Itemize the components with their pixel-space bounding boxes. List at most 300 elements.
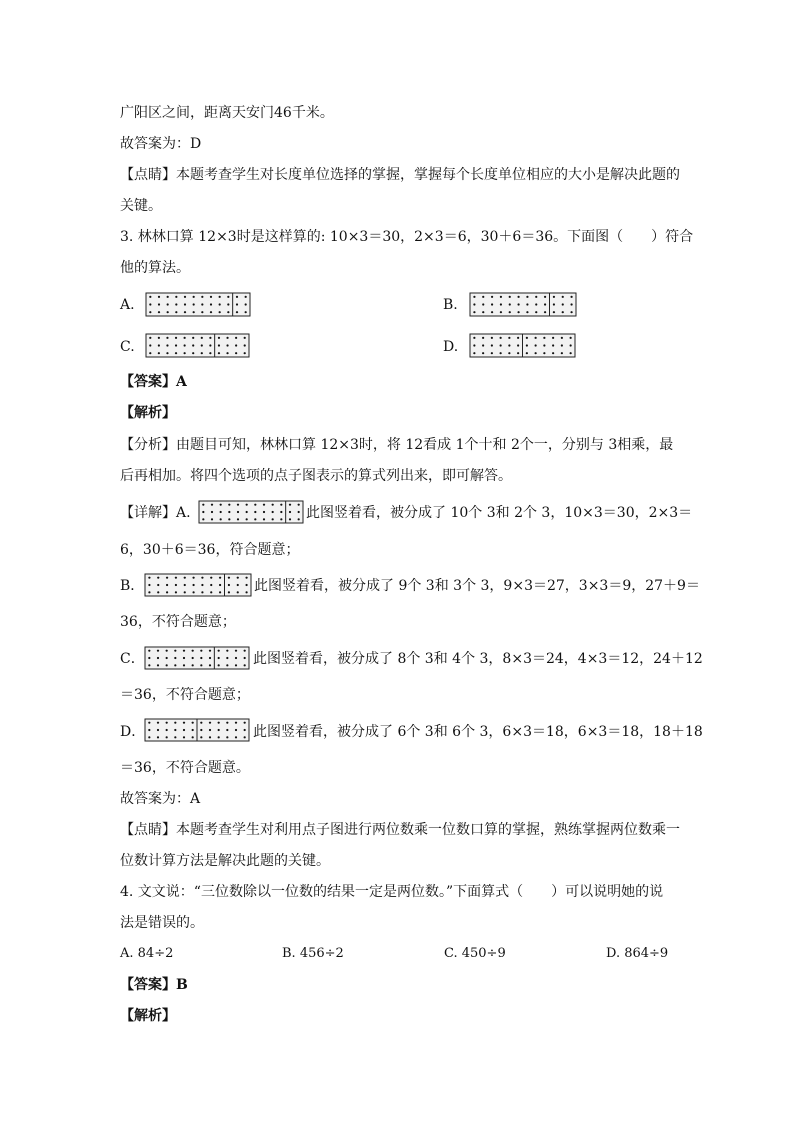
dot	[561, 337, 563, 339]
option-b-label: B.	[443, 297, 458, 313]
dot	[561, 344, 563, 346]
detail-a-continued: 6，30＋6＝36，符合题意；	[120, 542, 300, 558]
dot	[473, 296, 475, 298]
dot	[158, 311, 160, 313]
dot	[254, 518, 256, 520]
dot	[148, 650, 150, 652]
dot	[245, 577, 247, 579]
dot	[226, 344, 228, 346]
dot	[544, 303, 546, 305]
dot	[517, 337, 519, 339]
dot	[157, 650, 159, 652]
dot	[202, 518, 204, 520]
dot	[543, 337, 545, 339]
dot	[244, 729, 246, 731]
dot	[201, 296, 203, 298]
dot	[237, 518, 239, 520]
dot	[166, 729, 168, 731]
dot	[219, 296, 221, 298]
dot	[482, 352, 484, 354]
dot	[148, 722, 150, 724]
dot	[535, 352, 537, 354]
dot	[235, 337, 237, 339]
dot-grid-option-c	[145, 333, 250, 358]
dot	[167, 296, 169, 298]
detail-d-prefix: D．	[120, 724, 146, 740]
dot	[218, 337, 220, 339]
option-a-label: A.	[120, 297, 135, 313]
dot	[157, 736, 159, 738]
dot	[210, 584, 212, 586]
option-d-label: D.	[443, 339, 459, 355]
dot	[218, 352, 220, 354]
dot	[298, 511, 300, 513]
dot	[500, 311, 502, 313]
dot	[526, 296, 528, 298]
text-line: 【点睛】本题考查学生对长度单位选择的掌握，掌握每个长度单位相应的大小是解决此题的	[120, 167, 680, 183]
dot	[166, 591, 168, 593]
dot	[193, 311, 195, 313]
dot	[562, 311, 564, 313]
dot	[228, 518, 230, 520]
dot	[227, 303, 229, 305]
dot	[201, 344, 203, 346]
dot	[174, 664, 176, 666]
dot	[244, 352, 246, 354]
dot	[149, 303, 151, 305]
q4-option-b: B. 456÷2	[282, 946, 344, 961]
question-3-line-2: 他的算法。	[120, 260, 190, 276]
dot	[192, 591, 194, 593]
dot	[201, 352, 203, 354]
dot	[570, 344, 572, 346]
dot	[254, 504, 256, 506]
dot	[192, 729, 194, 731]
detail-b-text: 此图竖着看，被分成了 9个 3和 3个 3，9×3＝27，3×3＝9，27＋9＝	[254, 578, 700, 594]
dot	[552, 337, 554, 339]
dot	[167, 311, 169, 313]
dot	[193, 303, 195, 305]
dot	[570, 352, 572, 354]
dot	[473, 352, 475, 354]
dot	[175, 577, 177, 579]
dot	[246, 518, 248, 520]
dot	[226, 736, 228, 738]
dot	[482, 311, 484, 313]
dot	[200, 664, 202, 666]
dot	[201, 577, 203, 579]
dot	[220, 518, 222, 520]
dot	[245, 311, 247, 313]
dot	[201, 337, 203, 339]
dot	[166, 352, 168, 354]
dot	[201, 303, 203, 305]
dot	[508, 344, 510, 346]
dot	[280, 504, 282, 506]
dot	[491, 303, 493, 305]
dot	[218, 664, 220, 666]
dot	[166, 664, 168, 666]
dot	[526, 303, 528, 305]
dot	[570, 296, 572, 298]
dot	[562, 296, 564, 298]
dot	[289, 504, 291, 506]
dot	[237, 591, 239, 593]
dot	[157, 584, 159, 586]
dot	[192, 722, 194, 724]
dot	[219, 303, 221, 305]
dot	[235, 729, 237, 731]
dot	[201, 591, 203, 593]
dot	[157, 664, 159, 666]
dot	[218, 722, 220, 724]
dot	[210, 303, 212, 305]
dot	[201, 584, 203, 586]
dot-grid-detail-c	[144, 646, 250, 670]
detail-a-prefix: 【详解】A.	[120, 505, 191, 521]
dot	[228, 591, 230, 593]
dot	[552, 352, 554, 354]
dot	[246, 504, 248, 506]
dot	[166, 736, 168, 738]
dot-grid-frame	[145, 574, 251, 596]
dot	[148, 664, 150, 666]
dot	[184, 352, 186, 354]
dot	[226, 650, 228, 652]
dot	[509, 311, 511, 313]
dot	[272, 511, 274, 513]
dot	[482, 296, 484, 298]
dot	[200, 657, 202, 659]
dot	[158, 344, 160, 346]
dot	[517, 311, 519, 313]
dot	[174, 736, 176, 738]
dot	[201, 311, 203, 313]
option-c-label: C.	[120, 339, 135, 355]
dot	[202, 511, 204, 513]
dot	[570, 303, 572, 305]
dot	[226, 352, 228, 354]
dot-grid-detail-d	[144, 718, 250, 742]
dot	[473, 344, 475, 346]
dot	[553, 303, 555, 305]
dot	[148, 657, 150, 659]
detail-b-prefix: B．	[120, 578, 145, 594]
dot	[175, 296, 177, 298]
dot	[219, 577, 221, 579]
dot	[183, 722, 185, 724]
dot	[209, 657, 211, 659]
dot	[192, 650, 194, 652]
dot	[209, 722, 211, 724]
dot	[184, 591, 186, 593]
dot	[149, 311, 151, 313]
dot	[237, 504, 239, 506]
detail-b-continued: 36，不符合题意；	[120, 614, 236, 630]
dot	[227, 311, 229, 313]
dot	[184, 577, 186, 579]
dot	[148, 729, 150, 731]
dot	[192, 352, 194, 354]
dot	[543, 352, 545, 354]
dot	[482, 337, 484, 339]
dot	[500, 344, 502, 346]
dot	[209, 736, 211, 738]
dot	[192, 337, 194, 339]
dot	[158, 296, 160, 298]
dot	[553, 311, 555, 313]
dot	[192, 657, 194, 659]
dot	[245, 584, 247, 586]
dot	[482, 303, 484, 305]
dot-grid-frame	[146, 293, 250, 316]
dot	[544, 311, 546, 313]
dot	[200, 650, 202, 652]
dot-grid-option-d	[469, 333, 576, 358]
dot	[218, 344, 220, 346]
dot	[219, 311, 221, 313]
dot	[166, 344, 168, 346]
dot	[183, 736, 185, 738]
dot	[517, 296, 519, 298]
dot-grid-option-b	[469, 292, 577, 317]
dot	[174, 650, 176, 652]
dot	[280, 518, 282, 520]
dot	[158, 352, 160, 354]
dot	[166, 657, 168, 659]
dot	[235, 352, 237, 354]
dot	[228, 504, 230, 506]
dot	[209, 664, 211, 666]
text-line: 广阳区之间，距离天安门46千米。	[120, 105, 334, 121]
dot	[184, 344, 186, 346]
dot	[184, 296, 186, 298]
dot	[218, 729, 220, 731]
dot	[175, 584, 177, 586]
dot	[244, 344, 246, 346]
analysis-3-header: 【解析】	[120, 405, 176, 421]
dot-grid-option-a	[145, 292, 251, 317]
dot	[235, 736, 237, 738]
dot	[226, 722, 228, 724]
dot	[526, 311, 528, 313]
detail-c-continued: ＝36，不符合题意；	[120, 687, 250, 703]
analysis-line-2: 后再相加。将四个选项的点子图表示的算式列出来，即可解答。	[120, 468, 512, 484]
dot	[226, 664, 228, 666]
dot	[263, 518, 265, 520]
dot	[535, 303, 537, 305]
dot	[184, 584, 186, 586]
dot	[210, 591, 212, 593]
dot	[491, 337, 493, 339]
dot	[192, 584, 194, 586]
dot	[272, 504, 274, 506]
dot	[192, 344, 194, 346]
dot	[552, 344, 554, 346]
dot	[245, 591, 247, 593]
dot	[166, 722, 168, 724]
dot	[263, 504, 265, 506]
dot	[236, 303, 238, 305]
dot	[149, 352, 151, 354]
dot	[298, 504, 300, 506]
dot	[544, 296, 546, 298]
dot	[535, 311, 537, 313]
dot	[218, 736, 220, 738]
dot	[158, 337, 160, 339]
dot	[244, 337, 246, 339]
dot	[210, 577, 212, 579]
dot	[174, 657, 176, 659]
dot	[166, 584, 168, 586]
dot	[210, 311, 212, 313]
dot	[148, 577, 150, 579]
dot	[228, 577, 230, 579]
dot	[235, 722, 237, 724]
dot	[272, 518, 274, 520]
q4-option-d: D. 864÷9	[606, 946, 669, 961]
dot	[500, 296, 502, 298]
dot	[218, 657, 220, 659]
dot	[236, 296, 238, 298]
dot	[235, 664, 237, 666]
dot	[175, 591, 177, 593]
dot	[174, 729, 176, 731]
dot	[491, 311, 493, 313]
dot	[289, 518, 291, 520]
key-point-line-1: 【点睛】本题考查学生对利用点子图进行两位数乘一位数口算的掌握，熟练掌握两位数乘一	[120, 822, 680, 838]
dot	[158, 303, 160, 305]
question-4-line-1: 4. 文文说：“三位数除以一位数的结果一定是两位数。”下面算式（ ）可以说明她的说	[120, 884, 664, 900]
text-line: 故答案为：D	[120, 136, 202, 152]
dot	[166, 577, 168, 579]
dot	[209, 729, 211, 731]
dot-grid-detail-a	[198, 500, 304, 524]
dot	[244, 722, 246, 724]
dot	[570, 311, 572, 313]
dot	[183, 650, 185, 652]
key-point-line-2: 位数计算方法是解决此题的关键。	[120, 853, 330, 869]
dot	[500, 352, 502, 354]
dot-grid-detail-b	[144, 573, 252, 597]
dot	[237, 584, 239, 586]
dot	[543, 344, 545, 346]
dot	[167, 303, 169, 305]
dot	[509, 296, 511, 298]
dot	[245, 303, 247, 305]
dot	[491, 296, 493, 298]
dot	[149, 337, 151, 339]
dot	[148, 736, 150, 738]
dot	[228, 511, 230, 513]
detail-a-text: 此图竖着看，被分成了 10个 3和 2个 3，10×3＝30，2×3＝	[306, 505, 693, 521]
answer-3-conclusion: 故答案为：A	[120, 791, 201, 807]
dot	[209, 344, 211, 346]
dot	[183, 729, 185, 731]
dot	[175, 352, 177, 354]
dot	[175, 311, 177, 313]
dot	[211, 504, 213, 506]
dot-grid-frame	[145, 647, 249, 669]
dot	[526, 344, 528, 346]
dot	[236, 311, 238, 313]
dot	[473, 337, 475, 339]
question-4-line-2: 法是错误的。	[120, 915, 204, 931]
detail-d-continued: ＝36，不符合题意。	[120, 760, 250, 776]
dot	[244, 664, 246, 666]
dot	[535, 337, 537, 339]
dot	[237, 577, 239, 579]
dot	[235, 657, 237, 659]
dot-grid-frame	[199, 501, 303, 523]
dot	[244, 657, 246, 659]
dot	[226, 657, 228, 659]
dot	[219, 591, 221, 593]
dot	[175, 337, 177, 339]
dot	[482, 344, 484, 346]
dot	[235, 650, 237, 652]
dot	[517, 303, 519, 305]
dot	[517, 344, 519, 346]
dot	[202, 504, 204, 506]
dot	[244, 650, 246, 652]
dot	[210, 296, 212, 298]
dot	[289, 511, 291, 513]
dot	[192, 736, 194, 738]
dot	[211, 518, 213, 520]
dot	[157, 729, 159, 731]
dot	[209, 337, 211, 339]
dot	[200, 722, 202, 724]
dot	[184, 303, 186, 305]
dot	[175, 344, 177, 346]
dot	[193, 296, 195, 298]
dot	[220, 504, 222, 506]
dot	[570, 337, 572, 339]
dot	[517, 352, 519, 354]
dot	[244, 736, 246, 738]
question-3-line-1: 3. 林林口算 12×3时是这样算的: 10×3＝30，2×3＝6，30＋6＝36。下面图（ ）符合	[120, 229, 694, 245]
dot	[226, 729, 228, 731]
dot-grid-frame	[470, 293, 576, 316]
q4-option-a: A. 84÷2	[120, 946, 174, 961]
dot	[491, 352, 493, 354]
text-line: 关键。	[120, 198, 162, 214]
dot	[220, 511, 222, 513]
dot	[148, 584, 150, 586]
dot	[553, 296, 555, 298]
analysis-line-1: 【分析】由题目可知，林林口算 12×3时，将 12看成 1个十和 2个一，分别与 3相乘，最	[120, 437, 674, 453]
dot	[561, 352, 563, 354]
dot	[526, 337, 528, 339]
dot	[473, 311, 475, 313]
dot	[219, 584, 221, 586]
dot	[218, 650, 220, 652]
detail-c-text: 此图竖着看，被分成了 8个 3和 4个 3，8×3＝24，4×3＝12，24＋12	[253, 651, 703, 667]
dot	[280, 511, 282, 513]
dot	[166, 650, 168, 652]
dot	[157, 722, 159, 724]
dot	[237, 511, 239, 513]
q4-option-c: C. 450÷9	[444, 946, 506, 961]
detail-d-text: 此图竖着看，被分成了 6个 3和 6个 3，6×3＝18，6×3＝18，18＋18	[253, 724, 703, 740]
analysis-4-header: 【解析】	[120, 1008, 176, 1024]
dot	[508, 352, 510, 354]
dot	[245, 296, 247, 298]
answer-3: 【答案】A	[120, 374, 187, 390]
dot	[509, 303, 511, 305]
dot	[209, 352, 211, 354]
